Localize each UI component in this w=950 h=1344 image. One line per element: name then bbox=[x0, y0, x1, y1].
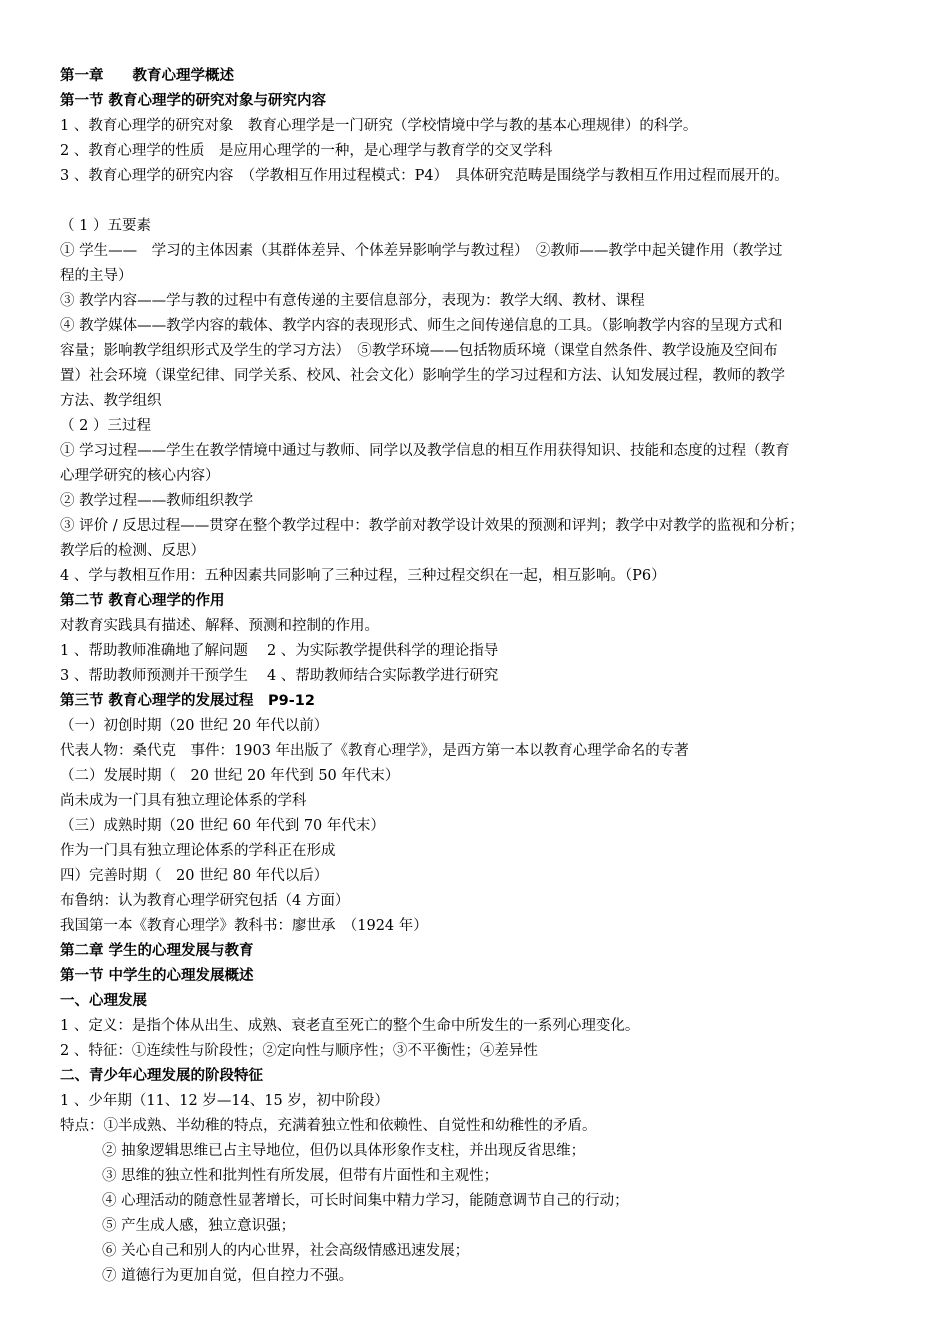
text-line: ③ 评价 / 反思过程——贯穿在整个教学过程中：教学前对教学设计效果的预测和评判；教学中对教学的监视和分析； bbox=[60, 518, 804, 534]
text-line: ③ 教学内容——学与教的过程中有意传递的主要信息部分，表现为：教学大纲、教材、课程 bbox=[60, 293, 645, 309]
text-line: ⑥ 关心自己和别人的内心世界，社会高级情感迅速发展； bbox=[102, 1243, 470, 1259]
text-line: ③ 思维的独立性和批判性有所发展，但带有片面性和主观性； bbox=[102, 1168, 499, 1184]
text-line: 1 、少年期（11、12 岁—14、15 岁，初中阶段） bbox=[60, 1093, 389, 1109]
text-line: 心理学研究的核心内容） bbox=[60, 468, 220, 484]
text-line: 教学后的检测、反思） bbox=[60, 543, 205, 559]
text-line: 3 、教育心理学的研究内容 （学教相互作用过程模式：P4） 具体研究范畴是围绕学与教相互作用过程而展开的。 bbox=[60, 168, 789, 184]
section-heading: 第二节 教育心理学的作用 bbox=[60, 593, 225, 609]
section-heading: 第二章 学生的心理发展与教育 bbox=[60, 943, 254, 959]
section-heading: 一、心理发展 bbox=[60, 993, 147, 1009]
section-heading: 第一节 中学生的心理发展概述 bbox=[60, 968, 254, 984]
text-line: ⑤ 产生成人感，独立意识强； bbox=[102, 1218, 296, 1234]
document-page bbox=[60, 64, 918, 1289]
text-line: ⑦ 道德行为更加自觉，但自控力不强。 bbox=[102, 1268, 354, 1284]
text-line: 2 、教育心理学的性质 是应用心理学的一种，是心理学与教育学的交叉学科 bbox=[60, 143, 553, 159]
text-line: （ 2 ）三过程 bbox=[60, 418, 151, 434]
text-line: 对教育实践具有描述、解释、预测和控制的作用。 bbox=[60, 618, 379, 634]
text-line: 1 、定义：是指个体从出生、成熟、衰老直至死亡的整个生命中所发生的一系列心理变化。 bbox=[60, 1018, 640, 1034]
text-line: 尚未成为一门具有独立理论体系的学科 bbox=[60, 793, 307, 809]
text-line: ② 抽象逻辑思维已占主导地位，但仍以具体形象作支柱，并出现反省思维； bbox=[102, 1143, 586, 1159]
section-heading: 二、青少年心理发展的阶段特征 bbox=[60, 1068, 263, 1084]
text-line: 方法、教学组织 bbox=[60, 393, 162, 409]
text-line: 置）社会环境（课堂纪律、同学关系、校风、社会文化）影响学生的学习过程和方法、认知发展过程，教师的教学 bbox=[60, 368, 785, 384]
text-line: 3 、帮助教师预测并干预学生 4 、帮助教师结合实际教学进行研究 bbox=[60, 668, 499, 684]
text-line: （ 1 ）五要素 bbox=[60, 218, 151, 234]
section-heading: 第三节 教育心理学的发展过程 P9-12 bbox=[60, 693, 315, 709]
text-line: ① 学生—— 学习的主体因素（其群体差异、个体差异影响学与教过程） ②教师——教学中起关键作用（教学过 bbox=[60, 243, 783, 259]
text-line: ④ 教学媒体——教学内容的载体、教学内容的表现形式、师生之间传递信息的工具。（影响教学内容的呈现方式和 bbox=[60, 318, 783, 334]
text-line: （三）成熟时期（20 世纪 60 年代到 70 年代末） bbox=[60, 818, 385, 834]
section-heading: 第一章 教育心理学概述 bbox=[60, 68, 234, 84]
section-heading: 第一节 教育心理学的研究对象与研究内容 bbox=[60, 93, 327, 109]
text-line: 作为一门具有独立理论体系的学科正在形成 bbox=[60, 843, 336, 859]
text-line: 我国第一本《教育心理学》教科书：廖世承 （1924 年） bbox=[60, 918, 428, 934]
text-line: 容量；影响教学组织形式及学生的学习方法） ⑤教学环境——包括物质环境（课堂自然条件、教学设施及空间布 bbox=[60, 343, 778, 359]
text-line: （二）发展时期（ 20 世纪 20 年代到 50 年代末） bbox=[60, 768, 400, 784]
blank-line bbox=[60, 189, 918, 214]
text-line: 布鲁纳：认为教育心理学研究包括（4 方面） bbox=[60, 893, 350, 909]
text-line: 四）完善时期（ 20 世纪 80 年代以后） bbox=[60, 868, 329, 884]
text-line: ① 学习过程——学生在教学情境中通过与教师、同学以及教学信息的相互作用获得知识、技能和态度的过程（教育 bbox=[60, 443, 790, 459]
text-line: 1 、帮助教师准确地了解问题 2 、为实际教学提供科学的理论指导 bbox=[60, 643, 499, 659]
text-line: 程的主导） bbox=[60, 268, 133, 284]
text-line: ④ 心理活动的随意性显著增长，可长时间集中精力学习，能随意调节自己的行动； bbox=[102, 1193, 629, 1209]
text-line: 1 、教育心理学的研究对象 教育心理学是一门研究（学校情境中学与教的基本心理规律）的科学。 bbox=[60, 118, 698, 134]
text-line: 代表人物：桑代克 事件：1903 年出版了《教育心理学》，是西方第一本以教育心理学命名的专著 bbox=[60, 743, 689, 759]
text-line: ② 教学过程——教师组织教学 bbox=[60, 493, 254, 509]
text-line: 4 、学与教相互作用：五种因素共同影响了三种过程，三种过程交织在一起，相互影响。（P6） bbox=[60, 568, 666, 584]
text-line: 2 、特征：①连续性与阶段性；②定向性与顺序性；③不平衡性；④差异性 bbox=[60, 1043, 538, 1059]
text-line: 特点：①半成熟、半幼稚的特点，充满着独立性和依赖性、自觉性和幼稚性的矛盾。 bbox=[60, 1118, 597, 1134]
text-line: （一）初创时期（20 世纪 20 年代以前） bbox=[60, 718, 329, 734]
